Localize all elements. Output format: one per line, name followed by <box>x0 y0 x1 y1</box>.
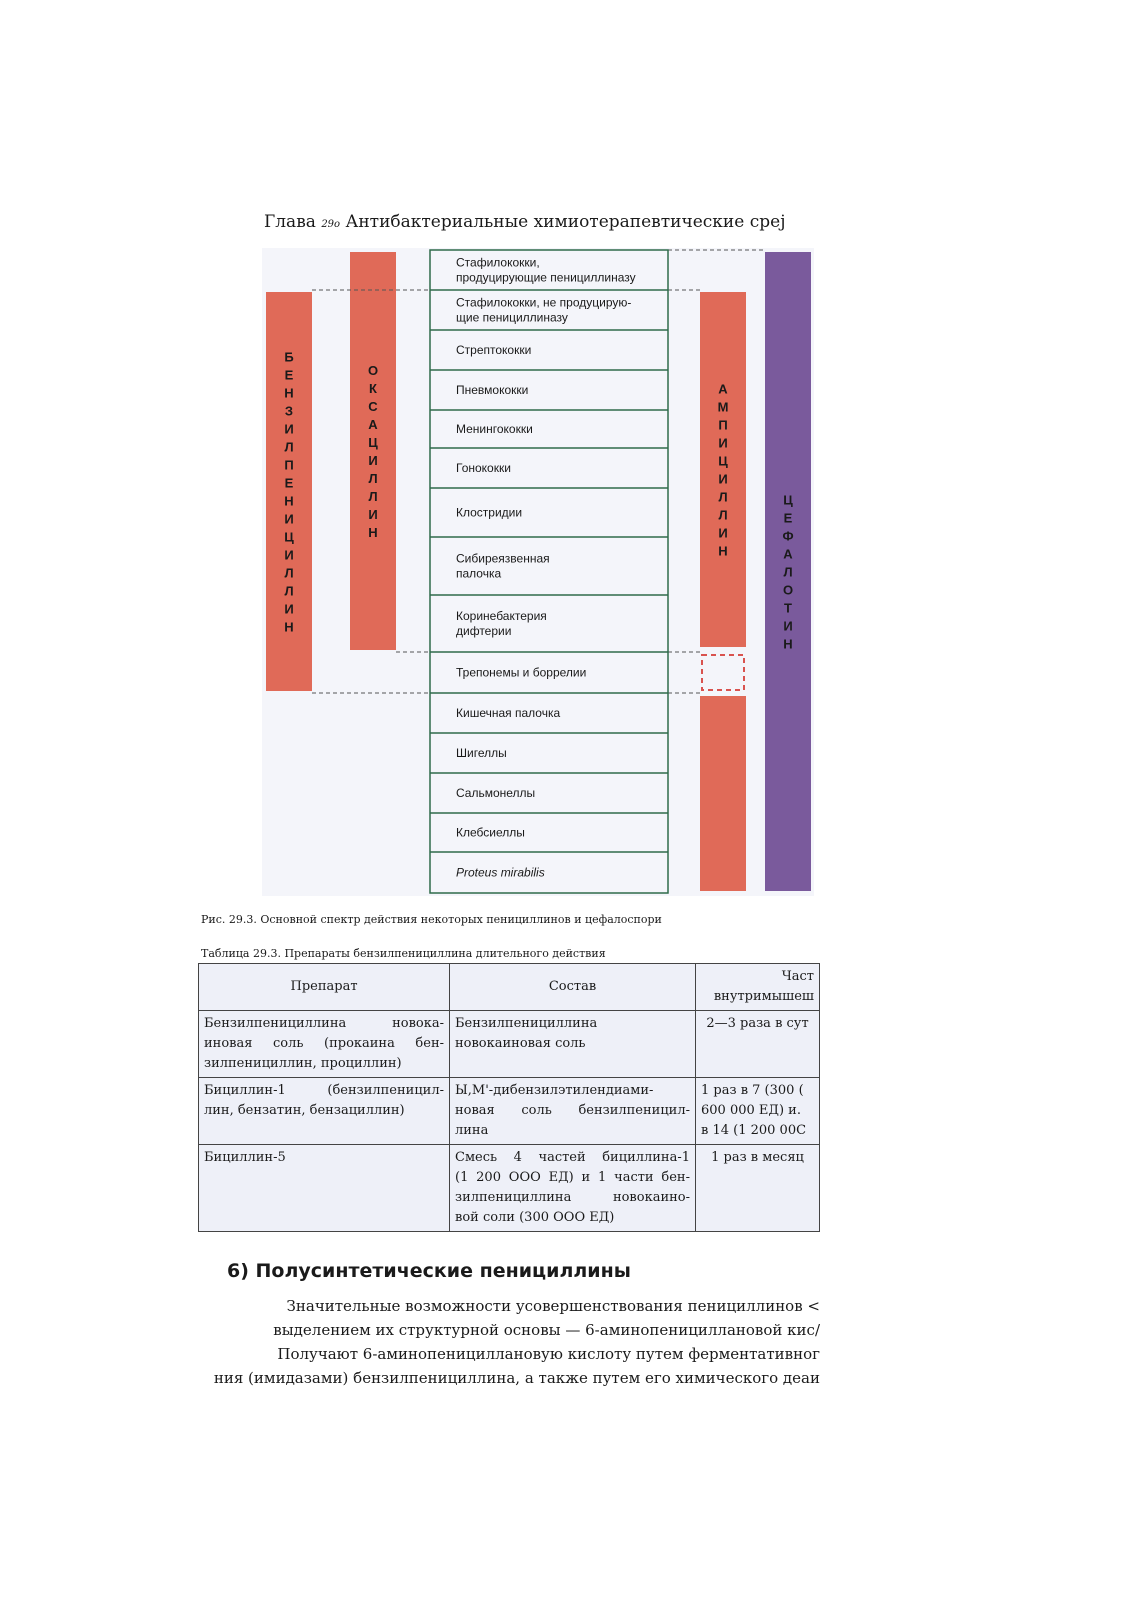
cell-line: новокаиновая соль <box>455 1036 586 1051</box>
antibiotic-bar <box>700 696 746 891</box>
bar-letter: Ф <box>782 528 794 544</box>
organism-label: Кишечная палочка <box>456 706 561 720</box>
organism-label: Пневмококки <box>456 383 529 397</box>
section-paragraph <box>150 1294 820 1390</box>
cell-line: зилпенициллина новокаино- <box>455 1190 690 1205</box>
bar-letter: М <box>717 399 729 415</box>
long-acting-benzylpenicillin-table <box>198 963 820 1232</box>
organism-label: Шигеллы <box>456 746 507 760</box>
bar-letter: Ц <box>284 529 294 545</box>
cell-line: лина <box>455 1123 489 1138</box>
figure-caption: Рис. 29.3. Основной спектр действия некоторых пенициллинов и цефалоспори <box>201 913 662 926</box>
bar-letter: Ц <box>368 435 378 450</box>
cell-line: Смесь 4 частей бициллина-1 <box>455 1150 690 1165</box>
organism-label: Клостридии <box>456 505 523 520</box>
paragraph-line: выделением их структурной основы — 6-аминопенициллановой кис/ <box>273 1321 820 1339</box>
bar-letter: Н <box>284 385 294 401</box>
cell-line: иновая соль (прокаина бен- <box>204 1036 444 1051</box>
cell-frequency <box>696 1145 820 1232</box>
cell-drug <box>199 1011 450 1078</box>
bar-letter: И <box>284 511 294 527</box>
header-frequency <box>696 964 820 1011</box>
bar-letter: Н <box>284 493 294 509</box>
bar-letter: Н <box>783 636 793 652</box>
bar-letter: А <box>783 546 793 562</box>
bar-letter: И <box>368 453 378 468</box>
cell-line: новая соль бензилпеницил- <box>455 1103 690 1118</box>
cell-line: Ы,М'-дибензилэтилендиами- <box>455 1083 654 1098</box>
organism-label: Коринебактерия <box>456 609 547 623</box>
paragraph-line: Значительные возможности усовершенствования пенициллинов < <box>286 1297 820 1315</box>
header-frequency-line: внутримышеш <box>713 989 814 1004</box>
organism-label: Сальмонеллы <box>456 786 536 800</box>
bar-letter: Л <box>284 439 294 455</box>
section-heading: 6) Полусинтетические пенициллины <box>227 1260 631 1282</box>
bar-letter: Н <box>284 619 294 635</box>
bar-letter: Л <box>718 507 728 523</box>
bar-letter: Л <box>284 565 294 581</box>
cell-line: Бициллин-1 (бензилпеницил- <box>204 1083 444 1098</box>
table-caption: Таблица 29.3. Препараты бензилпенициллина длительного действия <box>201 947 606 960</box>
bar-letter: Б <box>284 349 294 365</box>
organism-label: Proteus mirabilis <box>456 865 545 880</box>
chapter-number: 29о <box>321 219 341 230</box>
paragraph-line: ния (имидазами) бензилпенициллина, а также путем его химического деаи <box>213 1369 820 1387</box>
cell-composition <box>450 1078 696 1145</box>
cell-line: 1 раз в 7 (300 ( <box>701 1083 804 1098</box>
organism-label: Клебсиеллы <box>456 825 525 840</box>
bar-letter: Е <box>783 510 793 526</box>
bar-letter: О <box>782 582 794 598</box>
organism-label: Гонококки <box>456 461 511 475</box>
organism-label: Менингококки <box>456 422 533 436</box>
bar-letter: А <box>368 417 378 432</box>
cell-line: Бензилпенициллина <box>455 1016 598 1031</box>
bar-letter: П <box>284 457 294 473</box>
bar-letter: И <box>284 601 294 617</box>
bar-letter: Л <box>284 583 294 599</box>
antibiotic-bar <box>700 292 746 647</box>
cell-composition <box>450 1011 696 1078</box>
bar-letter: И <box>284 547 294 563</box>
bar-letter: О <box>367 363 379 378</box>
chapter-title: Антибактериальные химиотерапевтические срej <box>345 212 786 232</box>
cell-line: в 14 (1 200 00С <box>701 1123 807 1138</box>
cell-line: Бензилпенициллина новока- <box>204 1016 444 1031</box>
cell-frequency <box>696 1078 820 1145</box>
organism-label: Трепонемы и боррелии <box>456 665 587 680</box>
bar-letter: Л <box>718 489 728 505</box>
table-row <box>199 1078 820 1145</box>
bar-letter: Н <box>718 543 728 559</box>
table-row <box>199 1011 820 1078</box>
cell-line: 600 000 ЕД) и. <box>701 1103 801 1118</box>
bar-letter: Л <box>368 489 378 504</box>
bar-letter: Е <box>284 475 294 491</box>
paragraph-line: Получают 6-аминопенициллановую кислоту путем ферментативног <box>277 1345 820 1363</box>
organism-label: дифтерии <box>456 624 512 638</box>
bar-letter: П <box>718 417 728 433</box>
bar-letter: З <box>284 403 294 419</box>
cell-line: зилпенициллин, проциллин) <box>204 1056 402 1071</box>
bar-letter: Ц <box>718 453 728 469</box>
bar-letter: И <box>368 507 378 522</box>
cell-frequency <box>696 1011 820 1078</box>
organism-label: Стафилококки, <box>456 255 540 270</box>
bar-letter: Е <box>284 367 294 383</box>
cell-line: 1 раз в месяц <box>711 1150 804 1165</box>
bar-letter: Ц <box>783 492 793 508</box>
organism-label: щие пенициллиназу <box>456 310 568 325</box>
bar-letter: С <box>368 399 378 414</box>
cell-line: Бициллин-5 <box>204 1150 286 1165</box>
bar-letter: И <box>718 471 728 487</box>
cell-composition <box>450 1145 696 1232</box>
bar-letter: Т <box>784 600 792 616</box>
cell-line: лин, бензатин, бензациллин) <box>204 1103 405 1118</box>
bar-letter: Л <box>368 471 378 486</box>
header-frequency-line: Част <box>781 969 814 984</box>
organism-label: продуцирующие пенициллиназу <box>456 270 636 285</box>
cell-line: (1 200 ООО ЕД) и 1 части бен- <box>455 1170 690 1185</box>
bar-letter: И <box>783 618 793 634</box>
bar-letter: И <box>718 435 728 451</box>
organism-label: Сибиреязвенная <box>456 551 550 566</box>
bar-letter: И <box>718 525 728 541</box>
organism-label: Стрептококки <box>456 343 532 357</box>
organism-label: палочка <box>456 566 502 581</box>
bar-letter: К <box>369 381 377 396</box>
cell-line: 2—3 раза в сут <box>706 1016 809 1031</box>
table-header-row <box>199 964 820 1011</box>
header-drug: Препарат <box>199 964 450 1011</box>
antibiotic-bar <box>350 252 396 650</box>
header-composition: Состав <box>450 964 696 1011</box>
cell-drug <box>199 1145 450 1232</box>
bar-letter: И <box>284 421 294 437</box>
chapter-prefix: Глава <box>264 212 316 232</box>
bar-letter: А <box>718 381 728 397</box>
cell-drug <box>199 1078 450 1145</box>
organism-label: Стафилококки, не продуцирую- <box>456 295 632 310</box>
bar-letter: Л <box>783 564 793 580</box>
bar-letter: Н <box>368 525 378 540</box>
table-row <box>199 1145 820 1232</box>
cell-line: вой соли (300 ООО ЕД) <box>455 1210 615 1225</box>
